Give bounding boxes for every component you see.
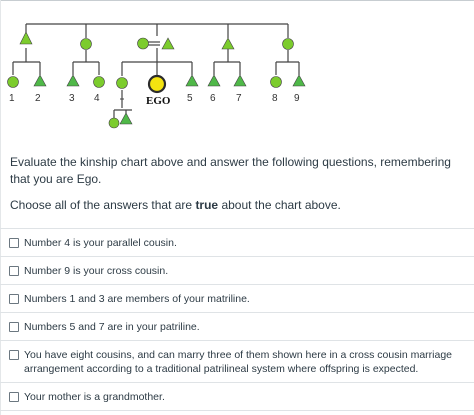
- label-6: 6: [210, 93, 216, 104]
- checkbox[interactable]: [9, 392, 19, 402]
- label-8: 8: [272, 93, 278, 104]
- female-symbol: [117, 78, 128, 89]
- female-symbol: [81, 39, 92, 50]
- male-symbol: [186, 75, 198, 86]
- option-label: Your mother is a grandmother.: [24, 391, 165, 403]
- female-symbol: [8, 77, 19, 88]
- label-3: 3: [69, 93, 75, 104]
- option-label: Number 4 is your parallel cousin.: [24, 237, 177, 249]
- label-9: 9: [294, 93, 300, 104]
- answer-option[interactable]: [0, 284, 474, 312]
- label-1: 1: [9, 93, 15, 104]
- checkbox[interactable]: [9, 238, 19, 248]
- female-symbol: [271, 77, 282, 88]
- label-4: 4: [94, 93, 100, 104]
- male-symbol: [67, 75, 79, 86]
- checkbox[interactable]: [9, 350, 19, 360]
- option-label: Numbers 5 and 7 are in your patriline.: [24, 321, 200, 333]
- female-symbol: [94, 77, 105, 88]
- male-symbol: [293, 75, 305, 86]
- question-prompt: Evaluate the kinship chart above and answer the following questions, remembering that you are Ego.: [10, 155, 451, 186]
- checkbox[interactable]: [9, 294, 19, 304]
- label-7: 7: [236, 93, 242, 104]
- answer-option[interactable]: [0, 256, 474, 284]
- kinship-chart-svg: [0, 0, 474, 140]
- female-symbol: [283, 39, 294, 50]
- ego-symbol: [149, 76, 165, 92]
- kinship-chart: [0, 0, 474, 140]
- checkbox[interactable]: [9, 266, 19, 276]
- option-label: You have eight cousins, and can marry three of them shown here in a cross cousin marriage arrangement according to a traditional patrilineal system where offspring is expected.: [24, 349, 453, 375]
- label-2: 2: [35, 93, 41, 104]
- checkbox[interactable]: [9, 322, 19, 332]
- male-symbol: [234, 75, 246, 86]
- instruction-prefix: Choose all of the answers that are: [10, 198, 196, 212]
- answer-option[interactable]: [0, 228, 474, 256]
- female-symbol: [109, 118, 119, 128]
- male-symbol: [34, 75, 46, 86]
- label-5: 5: [187, 93, 193, 104]
- instruction-suffix: about the chart above.: [218, 198, 341, 212]
- male-symbol: [162, 38, 174, 49]
- male-symbol: [222, 38, 234, 49]
- kinship-labels: [9, 93, 300, 107]
- female-symbol: [138, 38, 149, 49]
- option-label: Numbers 1 and 3 are members of your matriline.: [24, 293, 250, 305]
- label-ego: EGO: [146, 95, 171, 107]
- instruction-bold: true: [195, 198, 219, 212]
- answer-option[interactable]: [0, 312, 474, 340]
- question-instruction: [10, 197, 466, 214]
- male-symbol: [208, 75, 220, 86]
- male-symbol: [20, 32, 32, 44]
- answer-option[interactable]: [0, 382, 474, 411]
- option-label: Number 9 is your cross cousin.: [24, 265, 169, 277]
- answer-options: [0, 228, 474, 411]
- male-symbol: [120, 113, 132, 124]
- answer-option[interactable]: [0, 340, 474, 382]
